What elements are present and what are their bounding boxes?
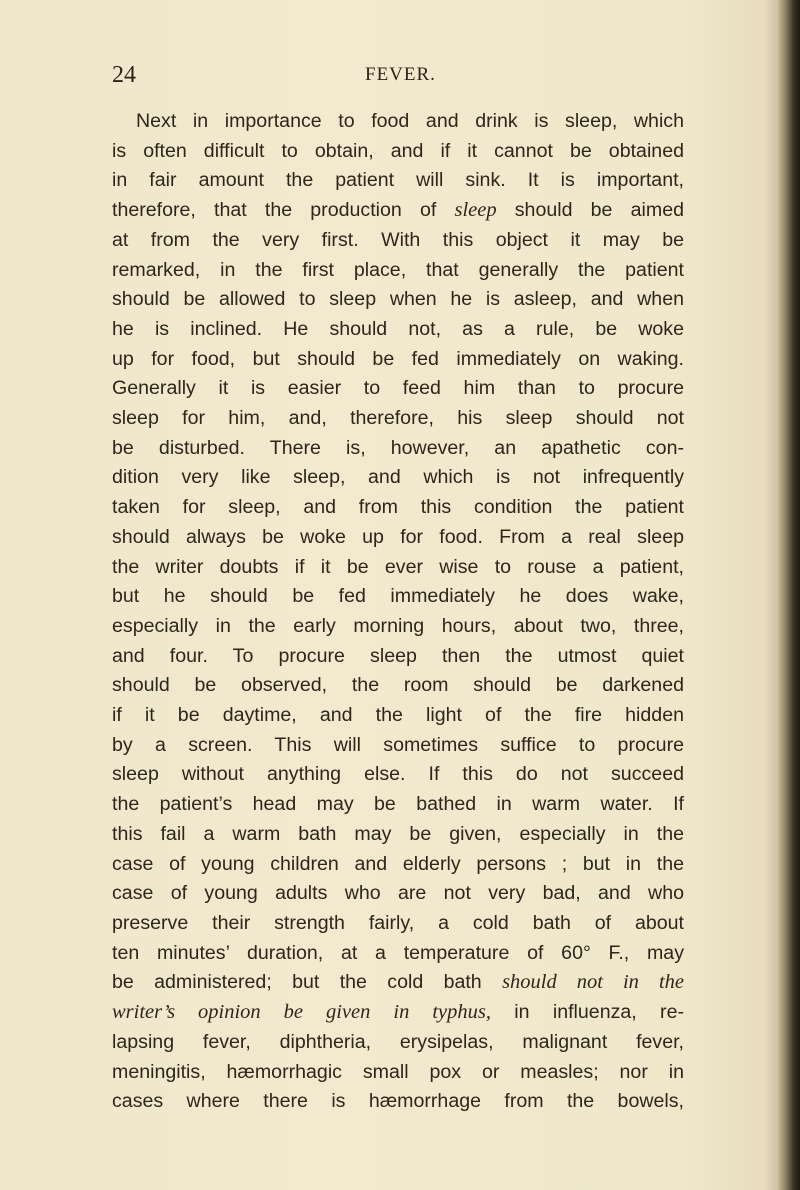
text-line [112, 701, 684, 731]
page-gutter-shadow [764, 0, 778, 1190]
text-segment: be disturbed. There is, however, an apathetic con- [112, 436, 684, 459]
text-line [112, 107, 684, 137]
text-segment: lapsing fever, diphtheria, erysipelas, malignant fever, [112, 1030, 684, 1053]
text-segment: at from the very first. With this object it may be [112, 228, 684, 251]
italic-text: writer’s opinion be given in typhus, [112, 1001, 491, 1024]
italic-text: should not in the [502, 971, 685, 994]
text-segment: be administered; but the cold bath [112, 971, 503, 994]
text-line [112, 374, 684, 404]
body-text [112, 107, 684, 1117]
text-line [112, 463, 684, 493]
text-line [112, 790, 684, 820]
text-segment: if it be daytime, and the light of the fire hidden [112, 704, 684, 727]
text-segment: cases where there is hæmorrhage from the bowels, [112, 1090, 684, 1113]
text-line [112, 345, 684, 375]
text-segment: he is inclined. He should not, as a rule, be woke [112, 317, 684, 340]
text-segment: should be observed, the room should be darkened [112, 674, 684, 697]
text-line [112, 137, 684, 167]
text-line [112, 850, 684, 880]
text-line [112, 968, 684, 998]
text-line [112, 1058, 684, 1088]
text-segment: ten minutes’ duration, at a temperature of 60° F., may [112, 941, 684, 964]
text-line [112, 612, 684, 642]
text-segment: taken for sleep, and from this condition the patient [112, 496, 684, 519]
text-line [112, 434, 684, 464]
text-segment: should be allowed to sleep when he is asleep, and when [112, 288, 684, 311]
text-line [112, 998, 684, 1028]
text-segment: and four. To procure sleep then the utmost quiet [112, 644, 684, 667]
text-line [112, 493, 684, 523]
italic-text: sleep [454, 199, 497, 222]
page-header [112, 62, 472, 92]
text-segment: the patient’s head may be bathed in warm water. If [112, 793, 684, 816]
text-line [112, 760, 684, 790]
text-segment: should always be woke up for food. From a real sleep [112, 525, 684, 548]
running-head: FEVER. [365, 64, 436, 85]
text-segment: case of young adults who are not very bad, and who [112, 882, 684, 905]
text-segment: should be aimed [496, 199, 684, 222]
page-number: 24 [112, 62, 136, 88]
text-line [112, 1087, 684, 1117]
text-segment: remarked, in the first place, that generally the patient [112, 258, 684, 281]
text-segment: in fair amount the patient will sink. It is important, [112, 169, 684, 192]
text-line [112, 226, 684, 256]
text-line [112, 523, 684, 553]
text-segment: by a screen. This will sometimes suffice to procure [112, 733, 684, 756]
text-line [112, 909, 684, 939]
text-segment: Next in importance to food and drink is sleep, which [136, 110, 684, 132]
text-segment: but he should be fed immediately he does wake, [112, 585, 684, 608]
text-line [112, 404, 684, 434]
page-edge [778, 0, 800, 1190]
text-segment: up for food, but should be fed immediately on waking. [112, 347, 684, 370]
text-line [112, 939, 684, 969]
text-segment: this fail a warm bath may be given, especially in the [112, 822, 684, 845]
text-line [112, 879, 684, 909]
text-line [112, 256, 684, 286]
text-line [112, 731, 684, 761]
text-segment: the writer doubts if it be ever wise to rouse a patient, [112, 555, 684, 578]
text-segment: is often difficult to obtain, and if it cannot be obtained [112, 139, 684, 162]
text-segment: case of young children and elderly persons ; but in the [112, 852, 684, 875]
text-segment: meningitis, hæmorrhagic small pox or measles; nor in [112, 1060, 684, 1083]
text-line [112, 642, 684, 672]
text-segment: sleep for him, and, therefore, his sleep should not [112, 407, 684, 430]
text-segment: especially in the early morning hours, about two, three, [112, 614, 684, 637]
text-segment: sleep without anything else. If this do not succeed [112, 763, 684, 786]
text-segment: Generally it is easier to feed him than to procure [112, 377, 684, 400]
text-segment: therefore, that the production of [112, 199, 455, 222]
text-segment: in influenza, re- [490, 1001, 684, 1024]
text-line [112, 166, 684, 196]
text-line [112, 671, 684, 701]
text-line [112, 553, 684, 583]
text-line [112, 582, 684, 612]
text-segment: preserve their strength fairly, a cold bath of about [112, 911, 684, 934]
text-line [112, 285, 684, 315]
text-line [112, 315, 684, 345]
text-segment: dition very like sleep, and which is not infrequently [112, 466, 684, 489]
text-line [112, 196, 684, 226]
text-line [112, 1028, 684, 1058]
text-line [112, 820, 684, 850]
